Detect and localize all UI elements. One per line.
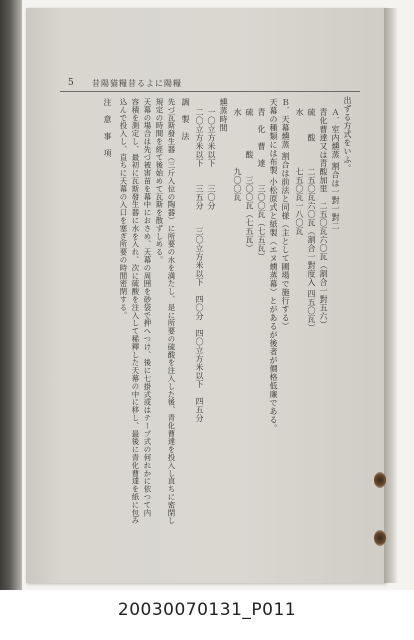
text-column: 青 化 曹 達 三〇〇瓦（七五瓦）	[257, 108, 266, 261]
text-column: 込んで投入し、直ちに天幕の入口を塞ぎ所要の時間密閉する。	[119, 98, 128, 320]
text-column: 天幕の種類には布製 小松原式と紙製（エヌ燻蒸幕）とがあるが後者が價格低廉である。	[269, 98, 278, 433]
page-stain	[374, 530, 386, 546]
page-edge-shadow	[384, 8, 398, 583]
running-header: 昔陽猫糧昔るよに陽糧	[92, 79, 182, 88]
book-page	[26, 8, 386, 583]
text-heading: 注 意 事 項	[103, 98, 112, 158]
text-column: 出ずる方式をいふ。	[343, 96, 352, 173]
image-caption: 20030070131_P011	[117, 600, 297, 620]
text-column: 硫 酸 二五〇瓦六〇瓦（割合一對度入 四五〇瓦）	[307, 108, 316, 333]
text-column: Ａ．室内燻蒸 割合は一對一對二	[331, 108, 340, 231]
text-column: 一〇立方米以下 三〇分	[207, 108, 216, 210]
text-column: 水 七五〇瓦一八〇瓦	[295, 108, 304, 236]
text-column: 水 九〇〇瓦	[233, 108, 242, 202]
page-number: 5	[68, 78, 74, 88]
text-heading: 燻蒸時間	[219, 98, 228, 132]
text-column: 容積を測定し、最初に瓦斯發生器に水を入れ、次に硫酸を注入して稀釋した天幕の中に移し、最後に青化曹達を紙に包み	[131, 98, 140, 525]
text-column: 規定の時間を經て後始めて瓦斯を散ずしめる。	[155, 98, 164, 264]
text-column: 青化曹達又は青酸加里 二五〇瓦六〇瓦（割合一對五六）	[319, 108, 328, 329]
text-heading: 調 製 法	[181, 98, 190, 141]
text-column: 先づ瓦斯發生器（三斤入位の陶器）に所要の水を満たし、是に所要の硫酸を注入した後、青化曹達を投入し直ちに密閉し	[167, 98, 176, 525]
text-column: 二〇立方米以下 三五分 三〇立方米以下 四〇分 四〇立方米以下 四五分	[195, 108, 204, 423]
text-column: Ｂ．天幕燻蒸 割合は前法と同様（主として圃場で施行する）	[281, 98, 290, 331]
text-column: 天幕の場合は先づ被害苗を幕中におさめ、天幕の周囲を砂袋で押へつけ、後に七掛式或はテープ式の何れかに依つて内	[143, 98, 152, 517]
text-column: 硫 酸 三〇〇瓦（七五瓦）	[245, 108, 254, 253]
book-spine-shadow	[0, 0, 22, 590]
header-rule	[60, 91, 360, 92]
page-stain	[374, 472, 386, 488]
